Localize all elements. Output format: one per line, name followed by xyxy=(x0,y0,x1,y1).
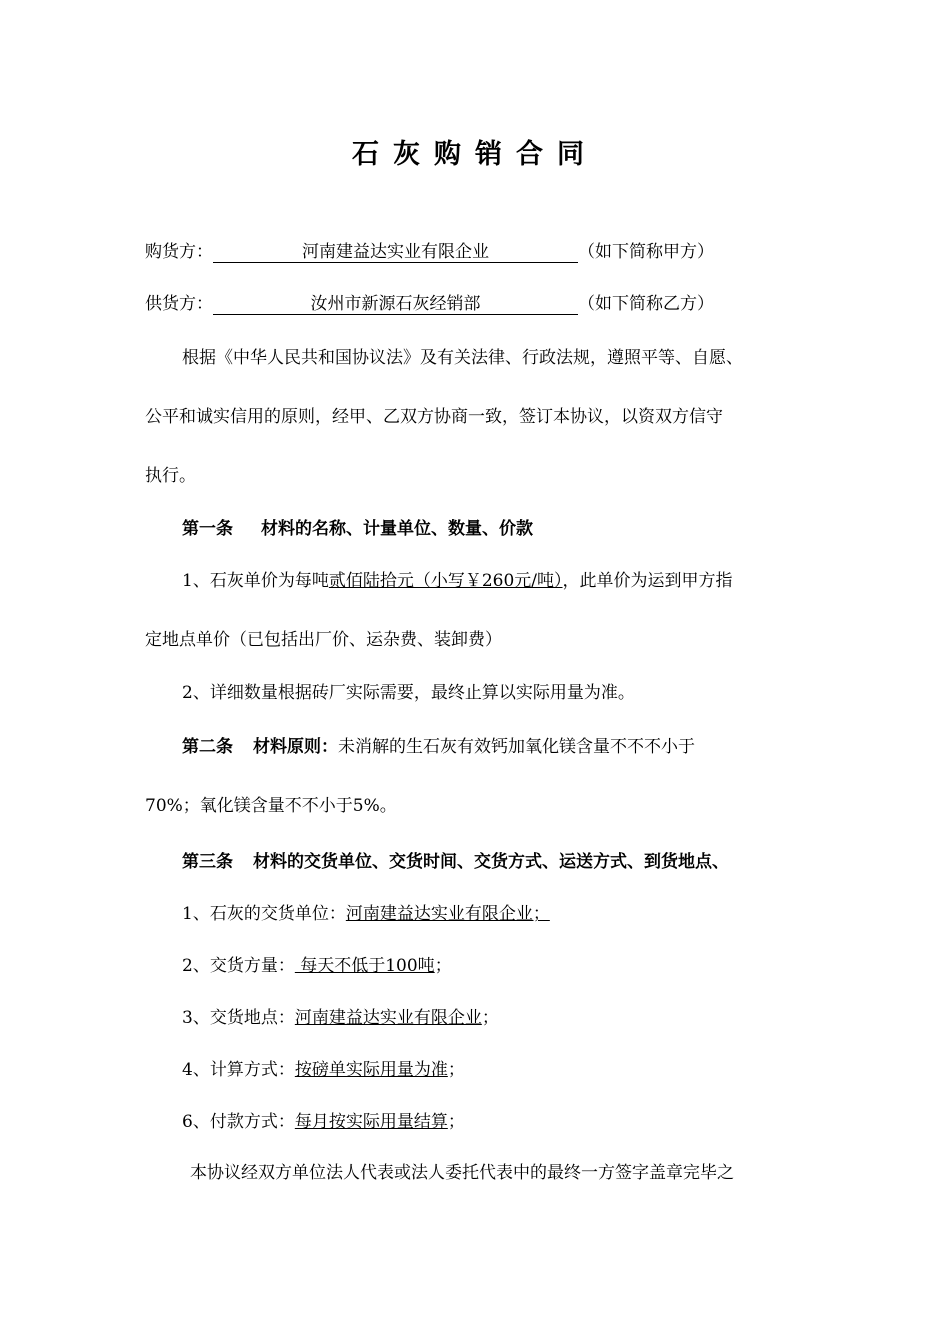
article2-text-1: 未消解的生石灰有效钙加氧化镁含量不不不小于 xyxy=(338,737,695,757)
seller-line xyxy=(145,293,714,315)
buyer-name: 河南建益达实业有限企业 xyxy=(213,242,578,263)
article2-title: 材料原则： xyxy=(253,737,338,757)
intro-line-3: 执行。 xyxy=(145,466,196,486)
article1-item1-line2: 定地点单价（已包括出厂价、运杂费、装卸费） xyxy=(145,630,502,650)
buyer-label: 购货方： xyxy=(145,242,213,262)
closing-line: 本协议经双方单位法人代表或法人委托代表中的最终一方签字盖章完毕之 xyxy=(190,1163,734,1183)
intro-line-1: 根据《中华人民共和国协议法》及有关法律、行政法规，遵照平等、自愿、 xyxy=(182,348,743,368)
article3-item-2 xyxy=(182,955,452,977)
item-value: 每天不低于100吨 xyxy=(294,956,435,976)
item-end: ； xyxy=(447,1060,465,1080)
buyer-line xyxy=(145,241,714,263)
intro-line-2: 公平和诚实信用的原则，经甲、乙双方协商一致，签订本协议，以资双方信守 xyxy=(145,407,723,427)
item-end: ； xyxy=(434,956,452,976)
buyer-note: （如下简称甲方） xyxy=(578,242,714,262)
item-value: 河南建益达实业有限企业 xyxy=(294,1008,482,1028)
article1-item2: 2、详细数量根据砖厂实际需要，最终止算以实际用量为准。 xyxy=(182,683,635,703)
item-end: ； xyxy=(481,1008,499,1028)
article3-item-1 xyxy=(182,903,550,925)
article1-title: 材料的名称、计量单位、数量、价款 xyxy=(261,519,533,539)
article1-item1-prefix: 1、石灰单价为每吨 xyxy=(182,571,329,591)
article3-item-5 xyxy=(182,1111,465,1133)
item-label: 6、付款方式： xyxy=(182,1112,295,1132)
seller-label: 供货方： xyxy=(145,294,213,314)
article2-number: 第二条 xyxy=(182,737,233,757)
item-value: 按磅单实际用量为准 xyxy=(294,1060,448,1080)
article2-line-2: 70%；氧化镁含量不不小于5%。 xyxy=(145,796,397,816)
article1-item1-suffix: ，此单价为运到甲方指 xyxy=(562,571,733,591)
seller-note: （如下简称乙方） xyxy=(578,294,714,314)
article3-item-3 xyxy=(182,1007,499,1029)
article3-title: 材料的交货单位、交货时间、交货方式、运送方式、到货地点、 xyxy=(253,852,729,872)
item-label: 4、计算方式： xyxy=(182,1060,295,1080)
seller-name: 汝州市新源石灰经销部 xyxy=(213,294,578,315)
article3-number: 第三条 xyxy=(182,852,233,872)
document-title: 石灰购销合同 xyxy=(352,139,598,170)
item-label: 3、交货地点： xyxy=(182,1008,295,1028)
item-value: 河南建益达实业有限企业； xyxy=(345,904,550,924)
article3-heading xyxy=(182,851,729,873)
article1-heading xyxy=(182,518,533,540)
article3-item-4 xyxy=(182,1059,465,1081)
item-label: 1、石灰的交货单位： xyxy=(182,904,346,924)
article2-line-1 xyxy=(182,736,695,758)
item-value: 每月按实际用量结算 xyxy=(294,1112,448,1132)
item-end: ； xyxy=(447,1112,465,1132)
article1-item1-price: 贰佰陆拾元（小写￥260元/吨） xyxy=(328,571,563,591)
article1-item1 xyxy=(182,570,733,592)
item-label: 2、交货方量： xyxy=(182,956,295,976)
article1-number: 第一条 xyxy=(182,519,233,539)
